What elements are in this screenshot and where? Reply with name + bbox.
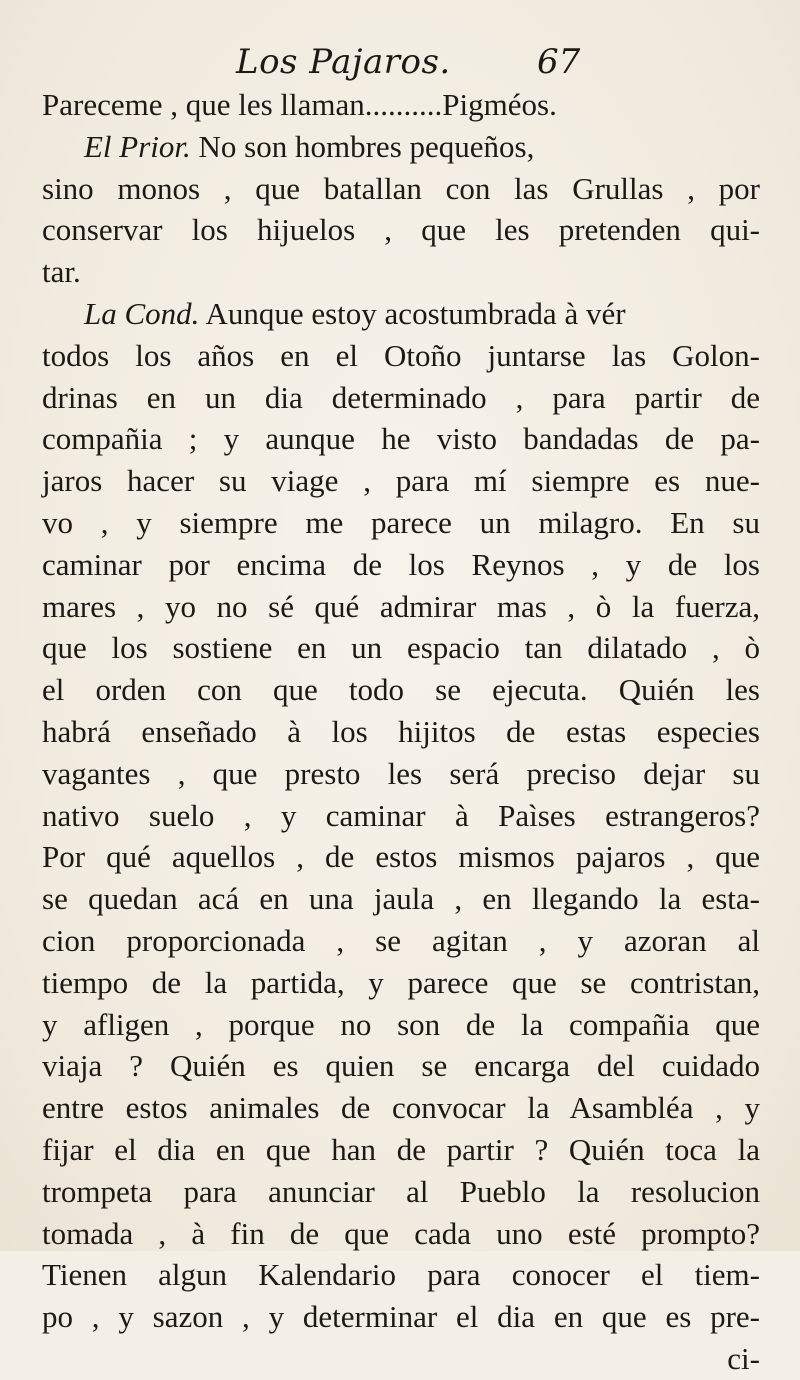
line-text: cion proporcionada , se agitan , y azoran al bbox=[42, 922, 760, 958]
line-text: vagantes , que presto les será preciso dejar su bbox=[42, 755, 760, 791]
text-line bbox=[42, 627, 760, 669]
text-line bbox=[42, 1045, 760, 1087]
text-line bbox=[42, 669, 760, 711]
text-line bbox=[42, 1004, 760, 1046]
text-line bbox=[42, 377, 760, 419]
text-line bbox=[42, 795, 760, 837]
text-line bbox=[42, 878, 760, 920]
line-text: trompeta para anunciar al Pueblo la resolucion bbox=[42, 1173, 760, 1209]
line-text: caminar por encima de los Reynos , y de los bbox=[42, 546, 760, 582]
text-line bbox=[42, 586, 760, 628]
text-line bbox=[42, 544, 760, 586]
line-text: viaja ? Quién es quien se encarga del cuidado bbox=[42, 1048, 760, 1084]
line-text: Pareceme , que les llaman..........Pigméos. bbox=[42, 87, 557, 122]
text-line bbox=[42, 460, 760, 502]
line-text: tar. bbox=[42, 254, 81, 290]
line-text: jaros hacer su viage , para mí siempre es nue- bbox=[42, 463, 760, 499]
line-text: habrá enseñado à los hijitos de estas especies bbox=[42, 713, 760, 749]
line-text: ci- bbox=[727, 1340, 760, 1376]
line-text: se quedan acá en una jaula , en llegando la esta- bbox=[42, 881, 760, 917]
body-text bbox=[42, 84, 760, 1380]
line-text: nativo suelo , y caminar à Paìses estrangeros? bbox=[42, 797, 760, 833]
text-line bbox=[42, 1254, 760, 1296]
line-text: No son hombres pequeños, bbox=[190, 128, 535, 164]
page-number: 67 bbox=[537, 42, 581, 82]
line-text: vo , y siempre me parece un milagro. En su bbox=[42, 504, 760, 540]
text-line bbox=[42, 126, 760, 168]
text-line bbox=[42, 502, 760, 544]
speaker-name: La Cond. bbox=[84, 295, 200, 331]
line-text: sino monos , que batallan con las Grullas , por bbox=[42, 170, 760, 206]
text-line bbox=[42, 1213, 760, 1255]
text-line bbox=[42, 209, 760, 251]
text-line bbox=[42, 1171, 760, 1213]
text-line bbox=[42, 962, 760, 1004]
line-text: el orden con que todo se ejecuta. Quién les bbox=[42, 672, 760, 708]
line-text: fijar el dia en que han de partir ? Quién toca la bbox=[42, 1131, 760, 1167]
line-text: mares , yo no sé qué admirar mas , ò la fuerza, bbox=[42, 588, 760, 624]
text-line bbox=[42, 836, 760, 878]
line-text: po , y sazon , y determinar el dia en que es pre- bbox=[42, 1299, 760, 1335]
text-line bbox=[42, 418, 760, 460]
line-text: tomada , à fin de que cada uno esté prompto? bbox=[42, 1215, 760, 1251]
text-line bbox=[42, 1129, 760, 1171]
text-line bbox=[42, 84, 760, 126]
text-line bbox=[42, 1087, 760, 1129]
line-text: entre estos animales de convocar la Asambléa , y bbox=[42, 1090, 760, 1126]
page-header bbox=[0, 36, 800, 86]
line-text: Aunque estoy acostumbrada à vér bbox=[199, 295, 626, 331]
text-line bbox=[42, 251, 760, 293]
line-text: conservar los hijuelos , que les pretenden qui- bbox=[42, 212, 760, 248]
speaker-name: El Prior. bbox=[84, 128, 191, 164]
text-line bbox=[42, 293, 760, 335]
text-line bbox=[42, 168, 760, 210]
line-text: y afligen , porque no son de la compañia que bbox=[42, 1006, 760, 1042]
text-line bbox=[42, 711, 760, 753]
text-line bbox=[42, 335, 760, 377]
text-line bbox=[42, 753, 760, 795]
line-text: drinas en un dia determinado , para partir de bbox=[42, 379, 760, 415]
line-text: tiempo de la partida, y parece que se contristan, bbox=[42, 964, 760, 1000]
running-title: Los Pajaros. bbox=[236, 42, 451, 82]
line-text: compañia ; y aunque he visto bandadas de pa- bbox=[42, 421, 760, 457]
text-line bbox=[42, 1338, 760, 1380]
line-text: Por qué aquellos , de estos mismos pajaros , que bbox=[42, 839, 760, 875]
line-text: que los sostiene en un espacio tan dilatado , ò bbox=[42, 630, 760, 666]
text-line bbox=[42, 1296, 760, 1338]
line-text: todos los años en el Otoño juntarse las Golon- bbox=[42, 337, 760, 373]
line-text: Tienen algun Kalendario para conocer el tiem- bbox=[42, 1257, 760, 1293]
text-line bbox=[42, 920, 760, 962]
